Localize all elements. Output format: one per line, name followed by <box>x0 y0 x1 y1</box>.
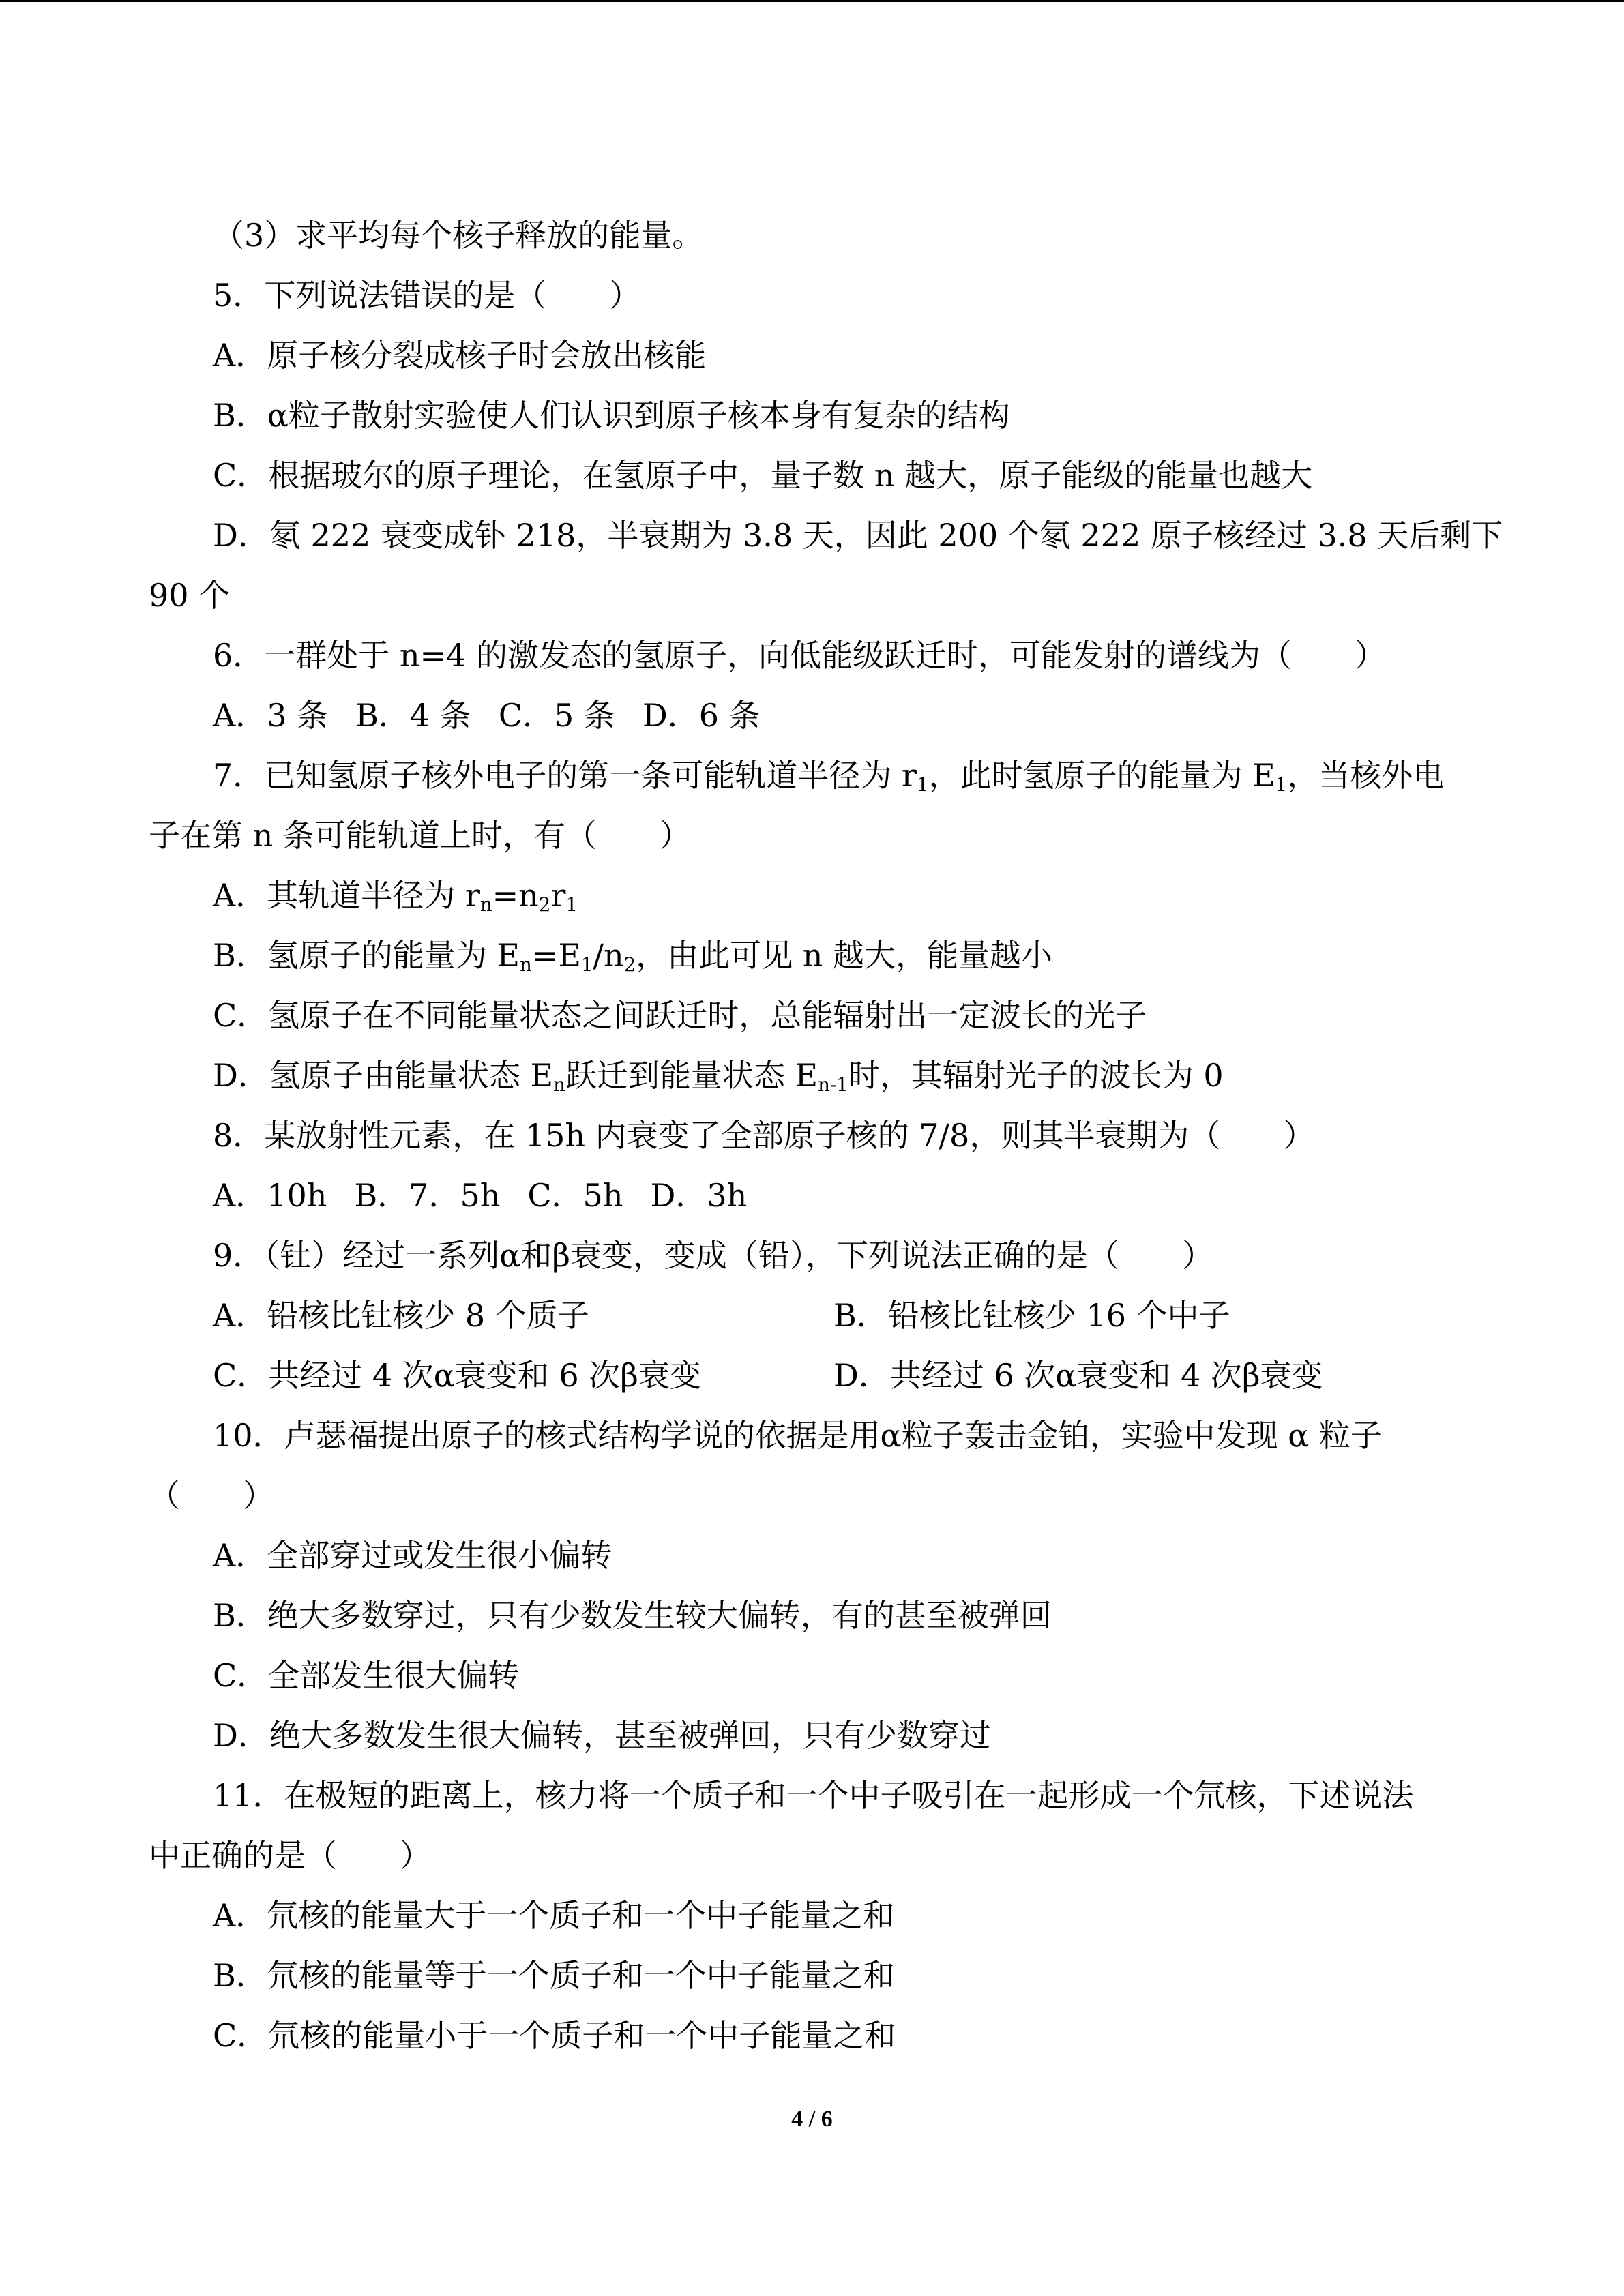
q11-stem-line1: 11．在极短的距离上，核力将一个质子和一个中子吸引在一起形成一个氘核，下述说法 <box>213 1777 1414 1814</box>
page-number: 4 / 6 <box>791 2106 833 2132</box>
q7-a-text: A．其轨道半径为 r <box>213 877 480 914</box>
q7-b-text: /n <box>593 937 624 974</box>
q5-option-d-line1: D．氡 222 衰变成钋 218，半衰期为 3.8 天，因此 200 个氡 222 原子核经过 3.8 天后剩下 <box>213 517 1503 554</box>
sub-1: 1 <box>580 953 593 976</box>
q7-b-text: B．氢原子的能量为 E <box>213 937 520 974</box>
sub-2: 2 <box>623 953 636 976</box>
q7-stem-text-c: ，当核外电 <box>1287 757 1445 794</box>
sub-n: n <box>479 893 492 916</box>
q7-option-b <box>213 935 1052 976</box>
q8-options <box>213 1175 774 1216</box>
q10-stem-line2: （ ） <box>149 1477 274 1514</box>
q7-option-d <box>213 1055 1224 1096</box>
q5-option-c: C．根据玻尔的原子理论，在氢原子中，量子数 n 越大，原子能级的能量也越大 <box>213 457 1313 494</box>
sub-2: 2 <box>538 893 551 916</box>
q7-d-text: 跃迁到能量状态 E <box>565 1057 818 1094</box>
q7-stem-text-b: ，此时氢原子的能量为 E <box>928 757 1275 794</box>
q7-d-text: 时，其辐射光子的波长为 0 <box>848 1057 1224 1094</box>
q11-stem-line2: 中正确的是（ ） <box>149 1837 431 1874</box>
q9-stem: 9．（钍）经过一系列α和β衰变，变成（铅），下列说法正确的是（ ） <box>213 1237 1213 1274</box>
q10-option-a: A．全部穿过或发生很小偏转 <box>213 1537 612 1574</box>
q9-option-b: B．铅核比钍核少 16 个中子 <box>833 1297 1230 1334</box>
q10-option-b: B．绝大多数穿过，只有少数发生较大偏转，有的甚至被弹回 <box>213 1597 1052 1634</box>
q6-stem: 6．一群处于 n=4 的激发态的氢原子，向低能级跃迁时，可能发射的谱线为（ ） <box>213 637 1386 674</box>
q5-option-b: B．α粒子散射实验使人们认识到原子核本身有复杂的结构 <box>213 397 1010 434</box>
q7-option-a <box>213 875 578 916</box>
top-border <box>0 0 1624 2</box>
q9-option-d: D．共经过 6 次α衰变和 4 次β衰变 <box>833 1357 1323 1394</box>
q9-option-a: A．铅核比钍核少 8 个质子 <box>213 1297 589 1334</box>
q6-options <box>213 695 788 736</box>
q5-option-d-line2: 90 个 <box>149 577 231 614</box>
q7-stem-line1 <box>213 755 1444 796</box>
sub-1: 1 <box>916 773 929 796</box>
q9-option-c: C．共经过 4 次α衰变和 6 次β衰变 <box>213 1357 701 1394</box>
q7-a-text: r <box>550 877 566 914</box>
q11-option-b: B．氘核的能量等于一个质子和一个中子能量之和 <box>213 1957 895 1994</box>
q8-option-d: D．3h <box>650 1177 748 1214</box>
q7-d-text: D．氢原子由能量状态 E <box>213 1057 554 1094</box>
q7-b-text: ，由此可见 n 越大，能量越小 <box>636 937 1053 974</box>
q7-stem-line2: 子在第 n 条可能轨道上时，有（ ） <box>149 817 691 854</box>
q11-option-c: C．氘核的能量小于一个质子和一个中子能量之和 <box>213 2017 896 2054</box>
q6-option-c: C．5 条 <box>498 697 615 734</box>
q7-a-text: =n <box>492 877 539 914</box>
q10-option-c: C．全部发生很大偏转 <box>213 1657 520 1694</box>
q6-option-b: B．4 条 <box>355 697 471 734</box>
q10-option-d: D．绝大多数发生很大偏转，甚至被弹回，只有少数穿过 <box>213 1717 991 1754</box>
q7-option-c: C．氢原子在不同能量状态之间跃迁时，总能辐射出一定波长的光子 <box>213 997 1147 1034</box>
q8-option-b: B．7．5h <box>354 1177 501 1214</box>
sub-n: n <box>520 953 532 976</box>
sub-1: 1 <box>565 893 578 916</box>
q7-stem-text-a: 7．已知氢原子核外电子的第一条可能轨道半径为 r <box>213 757 917 794</box>
sub-n-minus-1: n-1 <box>818 1073 848 1096</box>
q10-stem-line1: 10．卢瑟福提出原子的核式结构学说的依据是用α粒子轰击金铂，实验中发现 α 粒子 <box>213 1417 1382 1454</box>
q11-option-a: A．氘核的能量大于一个质子和一个中子能量之和 <box>213 1897 895 1934</box>
q6-option-a: A．3 条 <box>213 697 329 734</box>
q7-b-text: =E <box>531 937 581 974</box>
q5-option-a: A．原子核分裂成核子时会放出核能 <box>213 337 707 374</box>
q8-stem: 8．某放射性元素，在 15h 内衰变了全部原子核的 7/8，则其半衰期为（ ） <box>213 1117 1315 1154</box>
q8-option-c: C．5h <box>527 1177 623 1214</box>
sub-n: n <box>553 1073 565 1096</box>
q4-part3: （3）求平均每个核子释放的能量。 <box>213 217 704 254</box>
q6-option-d: D．6 条 <box>642 697 761 734</box>
q5-stem: 5．下列说法错误的是（ ） <box>213 277 641 314</box>
q8-option-a: A．10h <box>213 1177 327 1214</box>
sub-1: 1 <box>1275 773 1288 796</box>
